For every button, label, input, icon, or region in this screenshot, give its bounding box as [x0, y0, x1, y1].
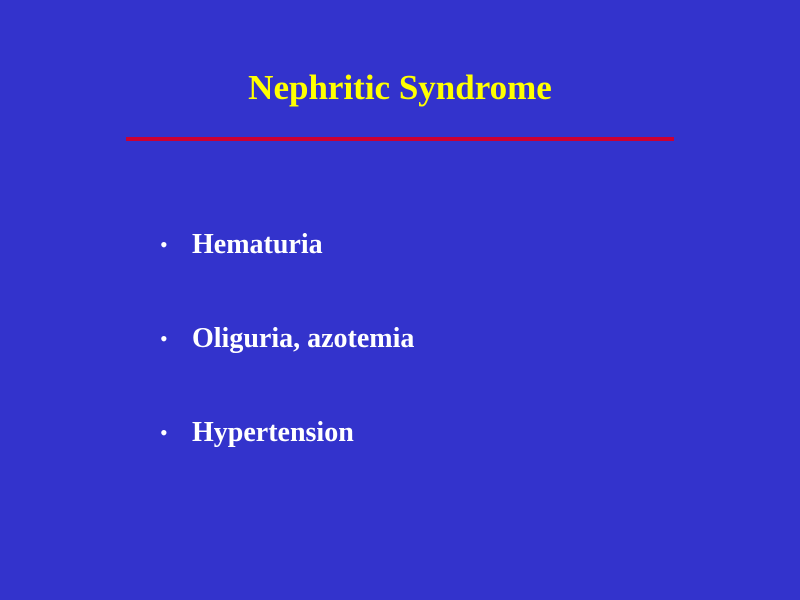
bullet-dot-icon: • [160, 420, 168, 445]
bullet-item-oliguria [160, 316, 414, 362]
bullet-text: Hematuria [192, 229, 323, 260]
title-underline [126, 137, 674, 141]
bullet-list [160, 222, 414, 504]
bullet-dot-icon: • [160, 326, 168, 351]
bullet-item-hematuria [160, 222, 414, 268]
bullet-text: Oliguria, azotemia [192, 323, 415, 354]
bullet-item-hypertension [160, 410, 414, 456]
bullet-text: Hypertension [192, 417, 354, 448]
slide-title: Nephritic Syndrome [248, 68, 552, 107]
bullet-dot-icon: • [160, 232, 168, 257]
